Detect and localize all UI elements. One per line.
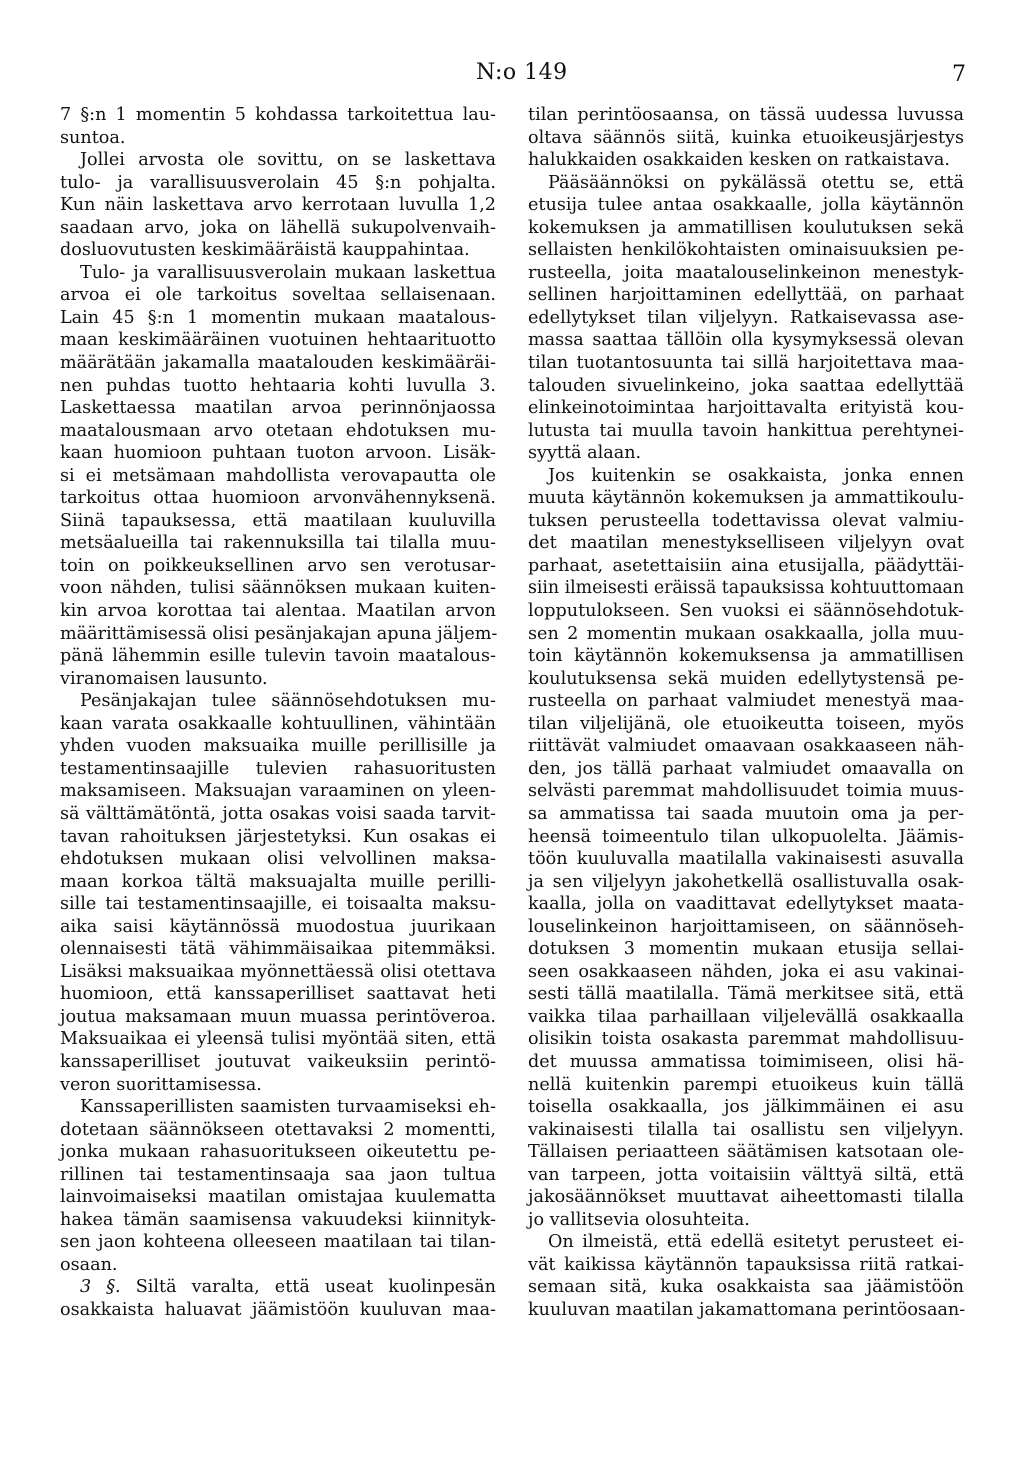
text-line: Siinä tapauksessa, että maatilaan kuuluvilla xyxy=(60,510,496,531)
text-line: kaalla, jolla on vaadittavat edellytykset maata- xyxy=(528,894,964,915)
text-line: jonka mukaan rahasuoritukseen oikeutettu pe- xyxy=(60,1142,496,1163)
text-line: ehdotuksen mukaan olisi velvollinen maksa- xyxy=(60,849,496,870)
text-line: 3 §. Siltä varalta, että useat kuolinpesän xyxy=(80,1277,496,1298)
text-line: sellinen harjoittaminen edellyttää, on parhaat xyxy=(528,285,964,306)
text-line: halukkaiden osakkaiden kesken on ratkaistava. xyxy=(528,150,950,171)
text-line: kokemuksen ja ammatillisen koulutuksen sekä xyxy=(528,217,964,238)
text-line: sen jaon kohteena olleeseen maatilaan tai tilan- xyxy=(60,1232,496,1253)
text-line: kaan huomioon puhtaan tuoton arvoon. Lisäk- xyxy=(60,443,496,464)
text-line: siin ilmeisesti eräissä tapauksissa kohtuuttomaan xyxy=(528,578,964,599)
text-line: elinkeinotoimintaa harjoittavalta erityistä kou- xyxy=(528,398,964,419)
text-line: hakea tämän saamisensa vakuudeksi kiinnityk- xyxy=(60,1209,496,1230)
text-line: nen puhdas tuotto hehtaaria kohti luvulla 3. xyxy=(60,375,496,396)
text-line: Tulo- ja varallisuusverolain mukaan laskettua xyxy=(80,262,496,283)
text-line: det maatilan menestykselliseen viljelyyn ovat xyxy=(528,533,964,554)
text-line: louselinkeinon harjoittamiseen, on säännöseh- xyxy=(528,916,964,937)
text-line: oltava säännös siitä, kuinka etuoikeusjärjestys xyxy=(528,127,964,148)
text-line: maatalousmaan arvo otetaan ehdotuksen mu- xyxy=(60,420,496,441)
text-line: tilan tuotantosuunta tai sillä harjoitettava maa- xyxy=(528,353,964,374)
text-line: Tällaisen periaatteen säätämisen katsotaan ole- xyxy=(528,1142,964,1163)
text-line: Pääsäännöksi on pykälässä otettu se, että xyxy=(548,172,964,193)
text-line: Kanssaperillisten saamisten turvaamiseksi eh- xyxy=(80,1097,496,1118)
text-line: lainvoimaiseksi maatilan omistajaa kuulematta xyxy=(60,1187,496,1208)
text-line: aika saisi käytännössä muodostua juurikaan xyxy=(60,916,496,937)
text-line: heensä toimeentulo tilan ulkopuolelta. Jäämis- xyxy=(528,826,964,847)
text-line: huomioon, että kanssaperilliset saattavat heti xyxy=(60,984,496,1005)
text-line: kuuluvan maatilan jakamattomana perintöosaan- xyxy=(528,1299,966,1320)
text-line: dotuksen 3 momentin mukaan etusija sellai- xyxy=(528,939,964,960)
text-line: sesti tällä maatilalla. Tämä merkitsee sitä, että xyxy=(528,984,964,1005)
text-line: muuta käytännön kokemuksen ja ammattikoulu- xyxy=(528,488,964,509)
text-line: olennaisesti tätä vähimmäisaikaa pitemmäksi. xyxy=(60,939,496,960)
text-line: 7 §:n 1 momentin 5 kohdassa tarkoitettua lau- xyxy=(60,105,496,125)
text-line: sa ammatissa tai saada muutoin oma ja per- xyxy=(528,803,964,824)
text-line: nellä kuitenkin parempi etuoikeus kuin tällä xyxy=(528,1074,964,1095)
text-line: vät kaikissa käytännön tapauksissa riitä ratkai- xyxy=(528,1254,964,1275)
text-line: edellytykset tilan viljelyyn. Ratkaisevassa ase- xyxy=(528,307,964,328)
text-line: vaikka tilaa parhaillaan viljelevällä osakkaalla xyxy=(528,1006,964,1027)
text-line: määrätään jakamalla maatalouden keskimääräi- xyxy=(60,353,496,374)
text-line: toin on poikkeuksellinen arvo sen verotusar- xyxy=(60,555,496,576)
text-line: olisikin toista osakasta paremmat mahdollisuu- xyxy=(528,1029,964,1050)
text-line: lopputulokseen. Sen vuoksi ei säännösehdotuk- xyxy=(528,601,964,622)
text-line: dosluovutusten keskimääräistä kauppahintaa. xyxy=(60,240,470,261)
left-text-column xyxy=(60,104,496,1322)
text-line: töön kuuluvalla maatilalla vakinaisesti asuvalla xyxy=(528,849,964,870)
text-line: kin arvoa korottaa tai alentaa. Maatilan arvon xyxy=(60,601,496,622)
text-line: voon nähden, tulisi säännöksen mukaan kuiten- xyxy=(60,578,496,599)
text-line: seen osakkaaseen nähden, joka ei asu vakinai- xyxy=(528,961,964,982)
right-text-column xyxy=(528,104,964,1322)
text-line: Jos kuitenkin se osakkaista, jonka ennen xyxy=(548,465,964,486)
page-header xyxy=(0,58,1024,88)
text-line: Pesänjakajan tulee säännösehdotuksen mu- xyxy=(80,691,496,712)
text-line: talouden sivuelinkeino, joka saattaa edellyttää xyxy=(528,375,964,396)
text-line: On ilmeistä, että edellä esitetyt perusteet ei- xyxy=(548,1232,964,1253)
text-line: maan keskimääräinen vuotuinen hehtaarituotto xyxy=(60,330,496,351)
text-line: si ei metsämaan mahdollista verovapautta ole xyxy=(60,465,496,486)
text-line: etusija tulee antaa osakkaalle, jolla käytännön xyxy=(528,195,964,216)
text-line: Lisäksi maksuaikaa myönnettäessä olisi otettava xyxy=(60,961,496,982)
text-line: sille tai testamentinsaajille, ei toisaalta maksu- xyxy=(60,894,496,915)
text-line: parhaat, asetettaisiin aina etusijalla, päädyttäi- xyxy=(528,555,964,576)
text-line: tilan perintöosaansa, on tässä uudessa luvussa xyxy=(528,105,964,125)
text-line: toin käytännön kokemuksensa ja ammatillisen xyxy=(528,646,964,667)
text-line: metsäalueilla tai rakennuksilla tai tilalla muu- xyxy=(60,533,496,554)
text-line: sellaisten henkilökohtaisten ominaisuuksien pe- xyxy=(528,240,964,261)
text-line: yhden vuoden maksuaika muille perillisille ja xyxy=(60,736,496,757)
text-line: saadaan arvo, joka on lähellä sukupolvenvaih- xyxy=(60,217,496,238)
text-line: lutusta tai muulla tavoin hankittua perehtynei- xyxy=(528,420,964,441)
text-line: kaan varata osakkaalle kohtuullinen, vähintään xyxy=(60,713,496,734)
text-line: van tarpeen, jotta voitaisiin välttyä siltä, että xyxy=(528,1164,964,1185)
text-line: kanssaperilliset joutuvat vaikeuksiin perintö- xyxy=(60,1051,496,1072)
document-number: N:o 149 xyxy=(476,60,568,85)
page-number: 7 xyxy=(952,62,966,87)
text-line: selvästi paremmat mahdollisuudet toimia muus- xyxy=(528,781,964,802)
text-line: sen 2 momentin mukaan osakkaalla, jolla muu- xyxy=(528,623,964,644)
text-line: osakkaista haluavat jäämistöön kuuluvan maa- xyxy=(60,1299,496,1320)
text-line: riittävät valmiudet omaavaan osakkaaseen näh- xyxy=(528,736,964,757)
text-line: jo vallitsevia olosuhteita. xyxy=(528,1209,750,1230)
text-line: Laskettaessa maatilan arvoa perinnönjaossa xyxy=(60,398,496,419)
text-line: semaan sitä, kuka osakkaista saa jäämistöön xyxy=(528,1277,964,1298)
text-line: syyttä alaan. xyxy=(528,443,642,464)
text-line: pänä lähemmin esille tulevin tavoin maatalous- xyxy=(60,646,496,667)
text-line: osaan. xyxy=(60,1254,118,1275)
text-line: vakinaisesti tilalla tai osallistu sen viljelyyn. xyxy=(528,1119,964,1140)
text-line: tavan rahoituksen järjestetyksi. Kun osakas ei xyxy=(60,826,496,847)
text-line: den, jos tällä parhaat valmiudet omaavalla on xyxy=(528,758,964,779)
text-line: ja sen viljelyyn jakohetkellä osallistuvalla osak- xyxy=(528,871,964,892)
text-line: Maksuaikaa ei yleensä tulisi myöntää siten, että xyxy=(60,1029,496,1050)
text-line: sä välttämätöntä, jotta osakas voisi saada tarvit- xyxy=(60,803,496,824)
text-line: rillinen tai testamentinsaaja saa jaon tultua xyxy=(60,1164,496,1185)
text-line: dotetaan säännökseen otettavaksi 2 momentti, xyxy=(60,1119,496,1140)
text-line: rusteella on parhaat valmiudet menestyä maa- xyxy=(528,691,964,712)
text-line: joutua maksamaan muun muassa perintöveroa. xyxy=(60,1006,496,1027)
text-line: rusteella, joita maatalouselinkeinon menestyk- xyxy=(528,262,964,283)
text-line: toisella osakkaalla, jos jälkimmäinen ei asu xyxy=(528,1097,964,1118)
section-marker: 3 §. xyxy=(80,1277,121,1298)
text-line: määrittämisessä olisi pesänjakajan apuna jäljem- xyxy=(60,623,498,644)
text-line: veron suorittamisessa. xyxy=(60,1074,262,1095)
text-line: arvoa ei ole tarkoitus soveltaa sellaisenaan. xyxy=(60,285,496,306)
text-line: Lain 45 §:n 1 momentin mukaan maatalous- xyxy=(60,307,496,328)
text-line: jakosäännökset muuttavat aiheettomasti tilalla xyxy=(528,1187,964,1208)
text-line: tulo- ja varallisuusverolain 45 §:n pohjalta. xyxy=(60,172,496,193)
text-line: tilan viljelijänä, ole etuoikeutta toiseen, myös xyxy=(528,713,964,734)
text-line: koulutuksensa sekä muiden edellytystensä pe- xyxy=(528,668,964,689)
text-line: tuksen perusteella todettavissa olevat valmiu- xyxy=(528,510,964,531)
text-line: testamentinsaajille tulevien rahasuoritusten xyxy=(60,758,496,779)
text-line: Jollei arvosta ole sovittu, on se laskettava xyxy=(80,150,496,171)
text-line: Kun näin laskettava arvo kerrotaan luvulla 1,2 xyxy=(60,195,496,216)
text-line: det muussa ammatissa toimimiseen, olisi hä- xyxy=(528,1051,964,1072)
text-line: massa saattaa tällöin olla kysymyksessä olevan xyxy=(528,330,964,351)
text-line: maan korkoa tältä maksuajalta muille perilli- xyxy=(60,871,496,892)
text-line: tarkoitus ottaa huomioon arvonvähennyksenä. xyxy=(60,488,496,509)
text-line: viranomaisen lausunto. xyxy=(60,668,268,689)
text-line: maksamiseen. Maksuajan varaaminen on yleen- xyxy=(60,781,496,802)
text-line: suntoa. xyxy=(60,127,126,148)
